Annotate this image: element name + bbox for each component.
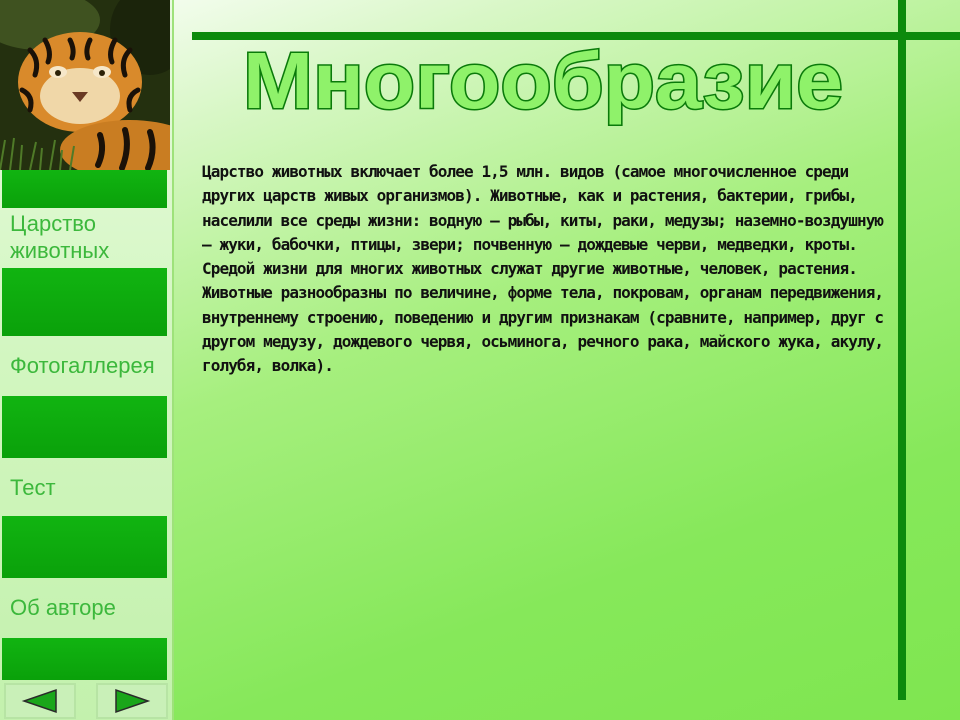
menu-item-label: животных [10, 238, 110, 263]
menu-item-test[interactable] [2, 474, 167, 501]
sidebar [0, 0, 174, 720]
menu-item-animal-kingdom[interactable] [2, 210, 167, 266]
tiger-photo [0, 0, 170, 170]
tiger-image [0, 0, 170, 170]
menu-item-label: Тест [10, 475, 56, 500]
menu-item-label: Фотогаллерея [10, 353, 155, 378]
menu-item-label: Царство [10, 211, 96, 236]
menu-green-block [2, 170, 167, 208]
body-paragraph: Животные разнообразны по величине, форме тела, покровам, органам передвижения, внутреннему строению, поведению и другим признакам (сравните, например, друг с другом медузу, дождевого червя, осьминога, речного рака, майского жука, акулу, голубя, волка). [202, 283, 884, 376]
menu-item-photo-gallery[interactable] [2, 352, 167, 379]
slide-title [198, 32, 878, 132]
prev-slide-button[interactable] [4, 683, 76, 719]
body-paragraph: Царство животных включает более 1,5 млн. видов (самое многочисленное среди других царств живых организмов). Животные, как и растения, бактерии, грибы, населили все среды жизни: водную — рыбы, киты, раки, медузы; наземно-воздушную — жуки, бабочки, птицы, звери; почвенную — дождевые черви, медведки, кроты. Средой жизни для многих животных служат другие животные, человек, растения. [202, 162, 884, 279]
frame-vertical-line [898, 0, 906, 700]
menu-green-block [2, 516, 167, 578]
next-slide-button[interactable] [96, 683, 168, 719]
triangle-left-icon [20, 688, 60, 714]
menu-item-label: Об авторе [10, 595, 116, 620]
menu-green-block [2, 268, 167, 336]
menu-green-block [2, 396, 167, 458]
menu-item-about-author[interactable] [2, 594, 167, 621]
slide-body [202, 160, 892, 379]
slide-title-text: Многообразие [243, 36, 843, 125]
triangle-right-icon [112, 688, 152, 714]
menu-green-block [2, 638, 167, 680]
